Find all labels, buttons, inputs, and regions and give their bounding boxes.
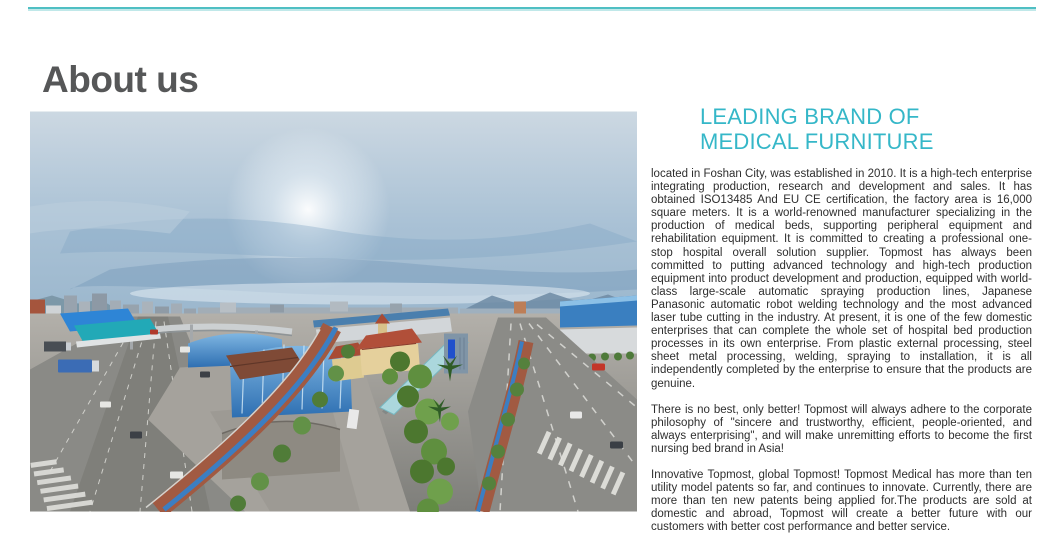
about-paragraphs bbox=[651, 168, 1032, 534]
page-title: About us bbox=[42, 58, 199, 100]
section-headline bbox=[651, 104, 1032, 154]
about-paragraph-1: located in Foshan City, was established in 2010. It is a high-tech enterprise integrating production, research and development and sales. It has obtained ISO13485 And EU CE certification, the factory area is 16,000 square meters. It is a world-renowned manufacturer specializing in the production of medical beds, supporting peripheral equipment and rehabilitation equipment. It is committed to creating a professional one-stop hospital overall solution supplier. Topmost has always been committed to putting advanced technology and high-tech production equipment into product development and production, equipped with world-class large-scale automatic spraying production lines, Japanese Panasonic automatic robot welding technology and the most advanced laser tube cutting in the industry. At present, it is one of the few domestic enterprises that can complete the whole set of hospital bed production processes in its own enterprise. From plastic external processing, steel sheet metal processing, welding, spraying to installation, it is all independently completed by the enterprise to ensure that the products are genuine. bbox=[651, 168, 1032, 390]
about-text-column bbox=[651, 104, 1032, 534]
about-paragraph-3: Innovative Topmost, global Topmost! Topmost Medical has more than ten utility model patents so far, and continues to innovate. Currently, there are more than ten new patents being applied for.The products are sold at domestic and abroad, Topmost will create a better future with our customers with better cost performance and better service. bbox=[651, 468, 1032, 534]
about-paragraph-2: There is no best, only better! Topmost will always adhere to the corporate philosophy of "sincere and trustworthy, efficient, people-oriented, and always enterprising", and will make unremitting efforts to become the first nursing bed brand in Asia! bbox=[651, 403, 1032, 455]
factory-aerial-panorama-image bbox=[30, 111, 637, 512]
headline-line-1: LEADING BRAND OF bbox=[700, 104, 920, 129]
factory-panorama-photo bbox=[30, 111, 637, 512]
top-divider-line bbox=[28, 7, 1036, 9]
headline-line-2: MEDICAL FURNITURE bbox=[700, 129, 934, 154]
